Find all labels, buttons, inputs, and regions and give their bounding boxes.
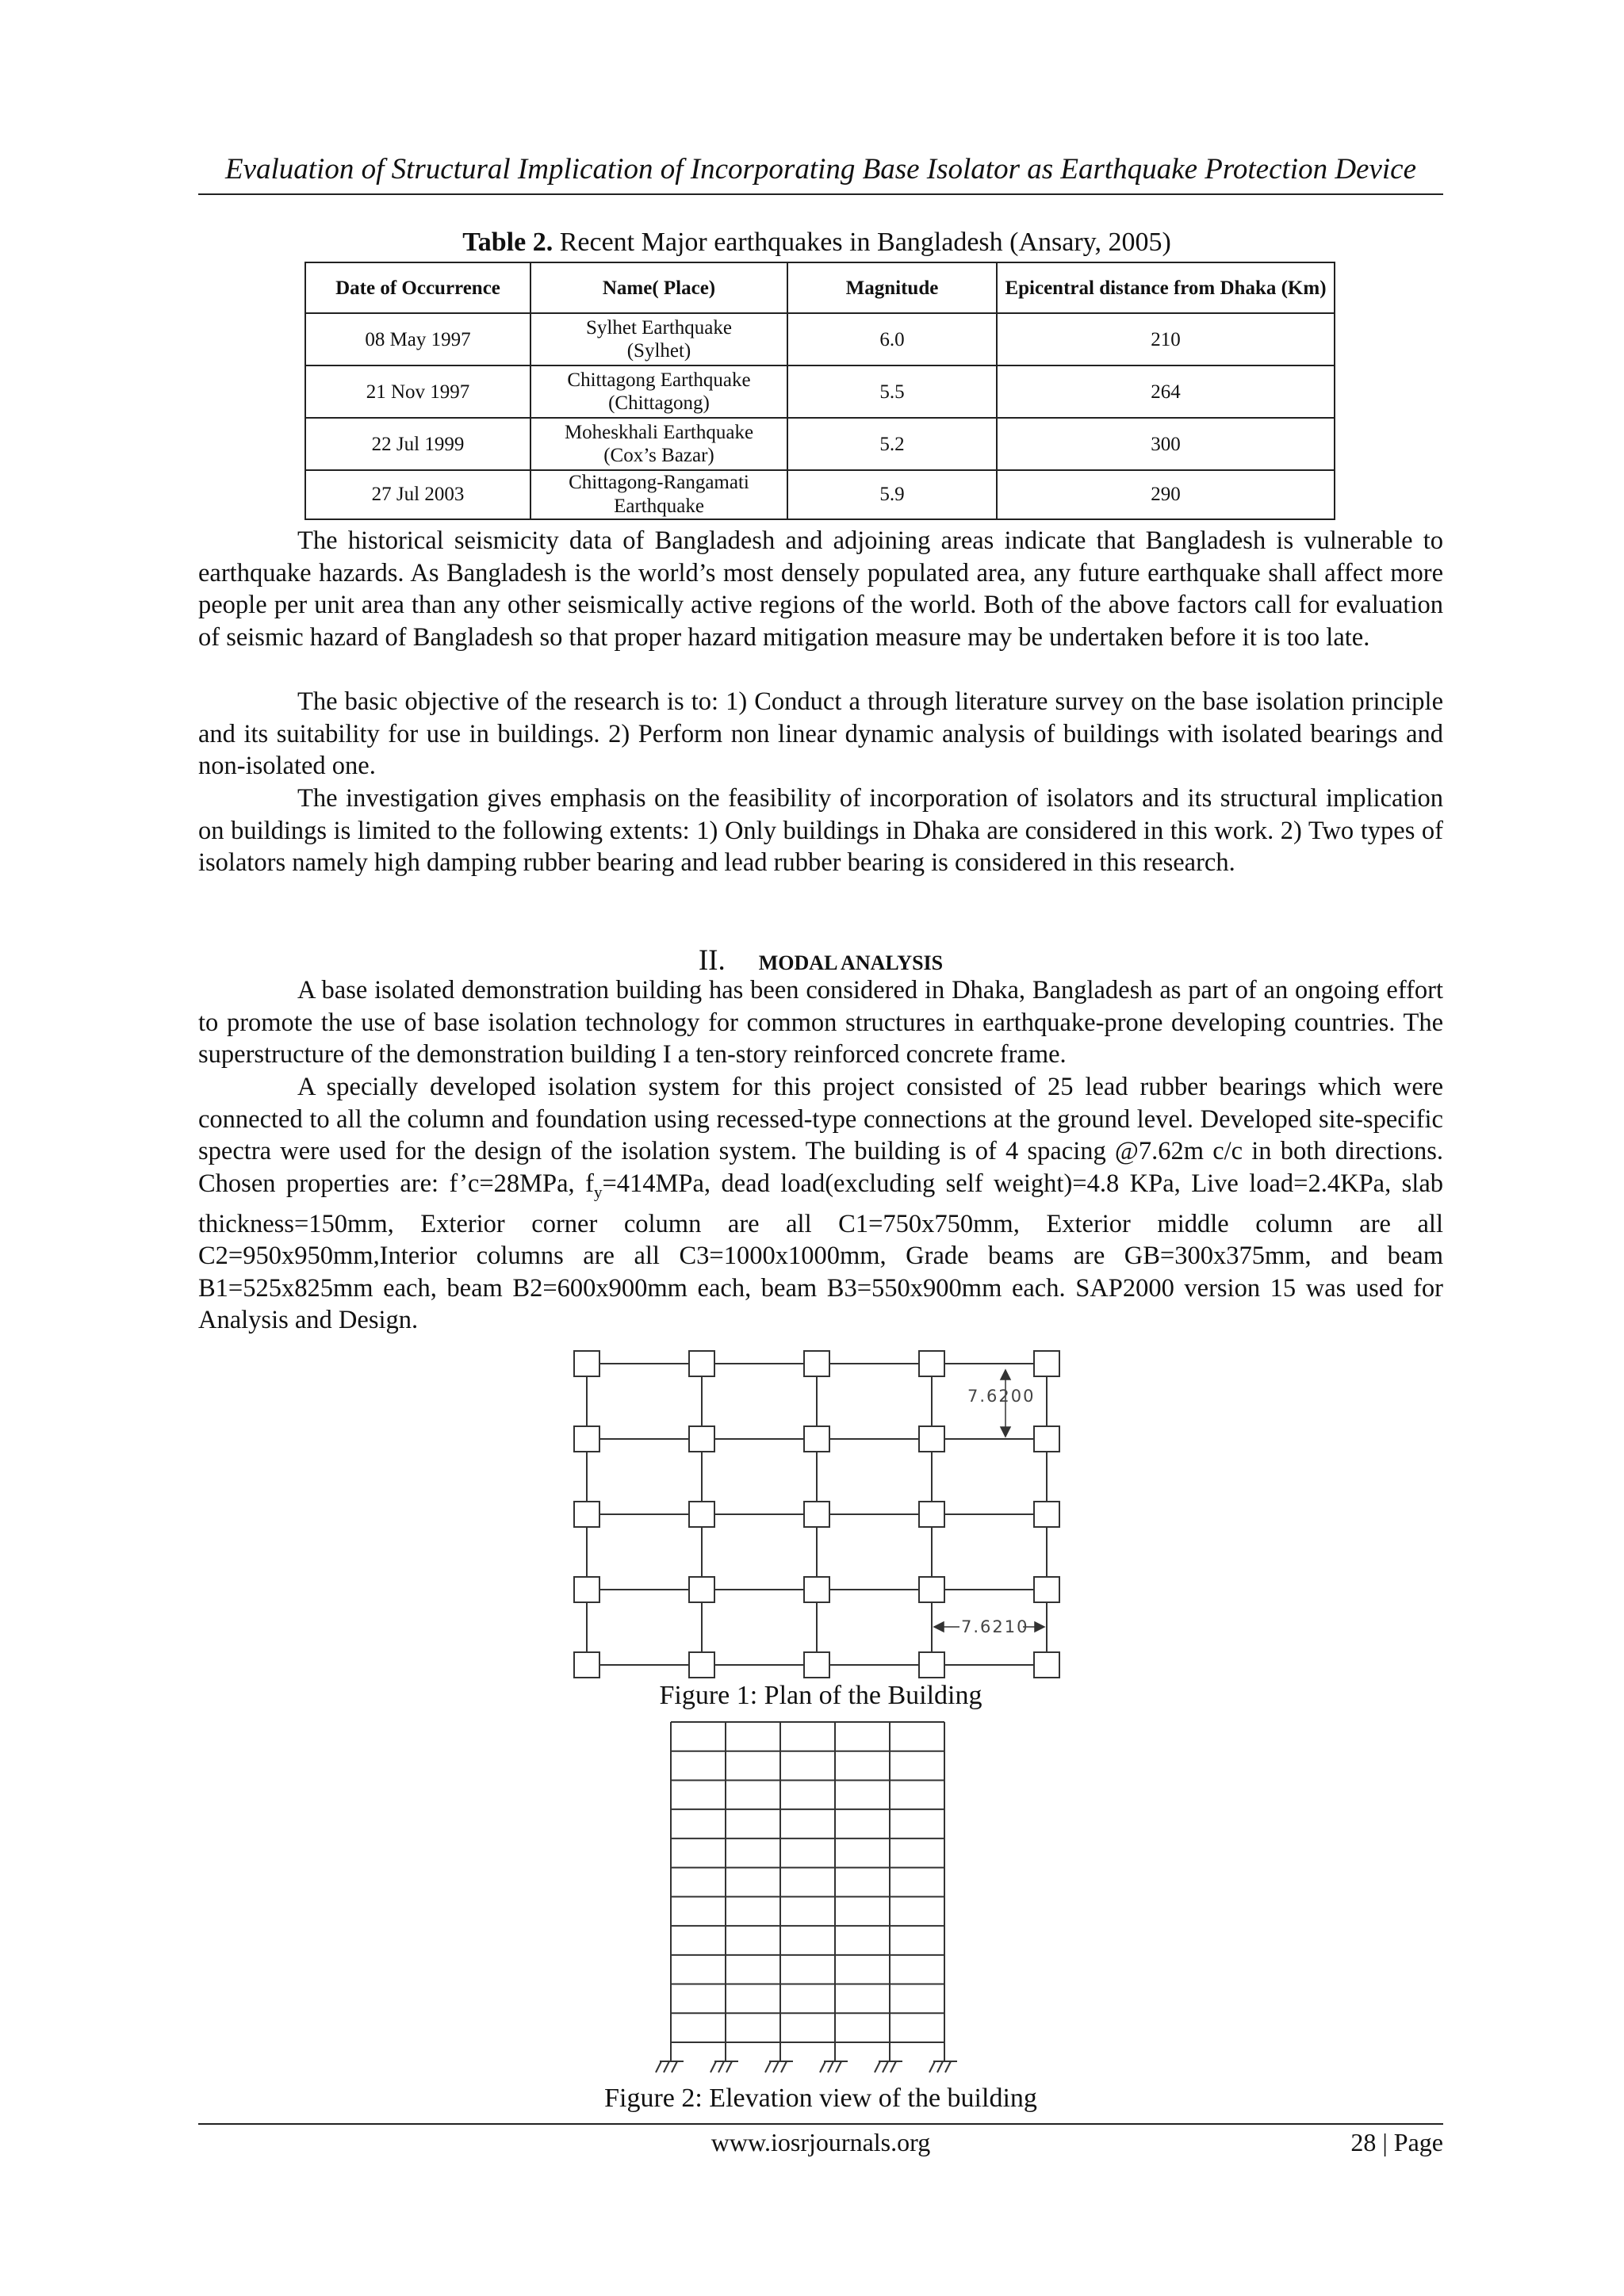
cell-distance: 264 bbox=[997, 365, 1335, 418]
column-square bbox=[574, 1577, 599, 1602]
support-hatch bbox=[836, 2061, 841, 2072]
column-square bbox=[919, 1351, 944, 1376]
column-square bbox=[689, 1351, 714, 1376]
support-hatch bbox=[781, 2061, 787, 2072]
table-caption-label: Table 2. bbox=[462, 228, 553, 257]
section-title: MODAL ANALYSIS bbox=[758, 951, 944, 974]
paragraph-demonstration-building: A base isolated demonstration building has been considered in Dhaka, Bangladesh as part of an ongoing effort to promote the use of base isolation technology for common structures in earthquake-prone developing countries. The superstructure of the demonstration building I a ten-story reinforced concrete frame. bbox=[198, 976, 1443, 1069]
paragraph-objective: The basic objective of the research is to: 1) Conduct a through literature survey on the base isolation principle and its suitability for use in buildings. 2) Perform non linear dynamic analysis of buildings with isolated bearings and non-isolated one. bbox=[198, 687, 1443, 780]
cell-date: 27 Jul 2003 bbox=[305, 470, 530, 519]
cell-magnitude: 5.2 bbox=[787, 418, 997, 470]
support-hatch bbox=[883, 2061, 888, 2072]
support-hatch bbox=[672, 2061, 677, 2072]
column-square bbox=[1034, 1426, 1059, 1452]
column-square bbox=[1034, 1351, 1059, 1376]
footer-rule bbox=[198, 2123, 1443, 2125]
column-square bbox=[689, 1426, 714, 1452]
cell-magnitude: 5.5 bbox=[787, 365, 997, 418]
col-header-name: Name( Place) bbox=[530, 262, 787, 313]
elevation-supports bbox=[656, 2061, 957, 2072]
col-header-distance: Epicentral distance from Dhaka (Km) bbox=[997, 262, 1335, 313]
section-heading bbox=[198, 943, 1443, 978]
cell-name-text: Chittagong Earthquake bbox=[567, 369, 751, 391]
support-hatch bbox=[891, 2061, 896, 2072]
column-square bbox=[689, 1502, 714, 1527]
cell-name-text: Moheskhali Earthquake bbox=[564, 422, 754, 443]
col-header-date: Date of Occurrence bbox=[305, 262, 530, 313]
cell-distance: 300 bbox=[997, 418, 1335, 470]
column-square bbox=[1034, 1577, 1059, 1602]
support-hatch bbox=[664, 2061, 669, 2072]
col-header-magnitude: Magnitude bbox=[787, 262, 997, 313]
dim-label-vertical: 7.6200 bbox=[967, 1387, 1036, 1406]
support-hatch bbox=[726, 2061, 732, 2072]
cell-distance: 210 bbox=[997, 313, 1335, 365]
paragraph-isolation-system-part1: A specially developed isolation system for this project consisted of 25 lead rubber bearings which were connected to all the column and foundation using recessed-type connections at the ground level. Developed site-specific spectra were used for the design of the isolation system. The building is of 4 spacing @7.62m c/c in both directions. Chosen properties are: f’c=28MPa, f bbox=[198, 1073, 1443, 1198]
arrowhead-icon bbox=[1001, 1370, 1010, 1380]
support-hatch bbox=[875, 2061, 880, 2072]
cell-name-text: Sylhet Earthquake bbox=[586, 317, 732, 339]
support-hatch bbox=[710, 2061, 716, 2072]
page-number: 28 | Page bbox=[1350, 2128, 1443, 2156]
support-hatch bbox=[765, 2061, 771, 2072]
column-square bbox=[574, 1502, 599, 1527]
support-hatch bbox=[773, 2061, 779, 2072]
table-row bbox=[305, 365, 1335, 418]
cell-place-text: (Cox’s Bazar) bbox=[603, 445, 714, 466]
column-square bbox=[919, 1577, 944, 1602]
table-row bbox=[305, 313, 1335, 365]
support-hatch bbox=[929, 2061, 935, 2072]
support-hatch bbox=[820, 2061, 825, 2072]
column-square bbox=[574, 1426, 599, 1452]
arrowhead-icon bbox=[1001, 1427, 1010, 1437]
table-header-row bbox=[305, 262, 1335, 313]
earthquake-table bbox=[304, 262, 1335, 520]
cell-name: Chittagong-Rangamati Earthquake bbox=[530, 470, 787, 519]
cell-magnitude: 6.0 bbox=[787, 313, 997, 365]
cell-date: 08 May 1997 bbox=[305, 313, 530, 365]
table-row bbox=[305, 418, 1335, 470]
column-square bbox=[804, 1652, 829, 1678]
paragraph-isolation-system bbox=[198, 1071, 1443, 1337]
table-caption bbox=[301, 228, 1332, 258]
cell-place-text: (Sylhet) bbox=[626, 340, 691, 362]
support-hatch bbox=[828, 2061, 833, 2072]
dim-label-horizontal: 7.6210 bbox=[961, 1617, 1029, 1636]
column-square bbox=[804, 1502, 829, 1527]
elevation-frame bbox=[671, 1722, 944, 2061]
support-hatch bbox=[937, 2061, 943, 2072]
cell-name bbox=[530, 313, 787, 365]
cell-place-text: (Chittagong) bbox=[608, 392, 710, 414]
cell-distance: 290 bbox=[997, 470, 1335, 519]
cell-date: 22 Jul 1999 bbox=[305, 418, 530, 470]
header-rule bbox=[198, 193, 1443, 195]
fy-subscript: y bbox=[593, 1182, 603, 1201]
arrowhead-icon bbox=[934, 1622, 944, 1632]
column-square bbox=[804, 1351, 829, 1376]
column-square bbox=[919, 1652, 944, 1678]
figure-1-caption: Figure 1: Plan of the Building bbox=[659, 1681, 982, 1710]
figure-2-caption: Figure 2: Elevation view of the building bbox=[604, 2084, 1037, 2113]
column-square bbox=[804, 1426, 829, 1452]
table-caption-text: Recent Major earthquakes in Bangladesh (Ansary, 2005) bbox=[553, 228, 1171, 257]
column-square bbox=[1034, 1502, 1059, 1527]
arrowhead-icon bbox=[1035, 1622, 1044, 1632]
running-header: Evaluation of Structural Implication of Incorporating Base Isolator as Earthquake Protection Device bbox=[224, 153, 1417, 186]
cell-name bbox=[530, 365, 787, 418]
figure-1-plan bbox=[555, 1348, 1078, 1681]
figure-2-elevation bbox=[634, 1716, 999, 2077]
support-hatch bbox=[945, 2061, 951, 2072]
column-square bbox=[574, 1351, 599, 1376]
support-hatch bbox=[718, 2061, 724, 2072]
column-square bbox=[919, 1426, 944, 1452]
footer-url[interactable]: www.iosrjournals.org bbox=[710, 2128, 931, 2156]
column-square bbox=[689, 1577, 714, 1602]
column-square bbox=[689, 1652, 714, 1678]
paragraph-investigation: The investigation gives emphasis on the feasibility of incorporation of isolators and its structural implication on buildings is limited to the following extents: 1) Only buildings in Dhaka are considered in this work. 2) Two types of isolators namely high damping rubber bearing and lead rubber bearing is considered in this research. bbox=[198, 784, 1443, 877]
section-number: II. bbox=[698, 944, 726, 977]
column-square bbox=[1034, 1652, 1059, 1678]
cell-date: 21 Nov 1997 bbox=[305, 365, 530, 418]
column-square bbox=[804, 1577, 829, 1602]
cell-name bbox=[530, 418, 787, 470]
paragraph-isolation-system-part2: =414MPa, dead load(excluding self weight)=4.8 KPa, Live load=2.4KPa, slab thickness=150mm, Exterior corner column are all C1=750x750mm, Exterior middle column are all C2=950x950mm,Interior columns are all C3=1000x1000mm, Grade beams are GB=300x375mm, and beam B1=525x825mm each, beam B2=600x900mm each, beam B3=550x900mm each. SAP2000 version 15 was used for Analysis and Design. bbox=[198, 1169, 1443, 1334]
paragraph-seismicity: The historical seismicity data of Bangladesh and adjoining areas indicate that Bangladesh is vulnerable to earthquake hazards. As Bangladesh is the world’s most densely populated area, any future earthquake shall affect more people per unit area than any other seismically active regions of the world. Both of the above factors call for evaluation of seismic hazard of Bangladesh so that proper hazard mitigation measure may be undertaken before it is too late. bbox=[198, 526, 1443, 652]
column-square bbox=[574, 1652, 599, 1678]
cell-magnitude: 5.9 bbox=[787, 470, 997, 519]
column-square bbox=[919, 1502, 944, 1527]
support-hatch bbox=[656, 2061, 661, 2072]
table-row bbox=[305, 470, 1335, 519]
